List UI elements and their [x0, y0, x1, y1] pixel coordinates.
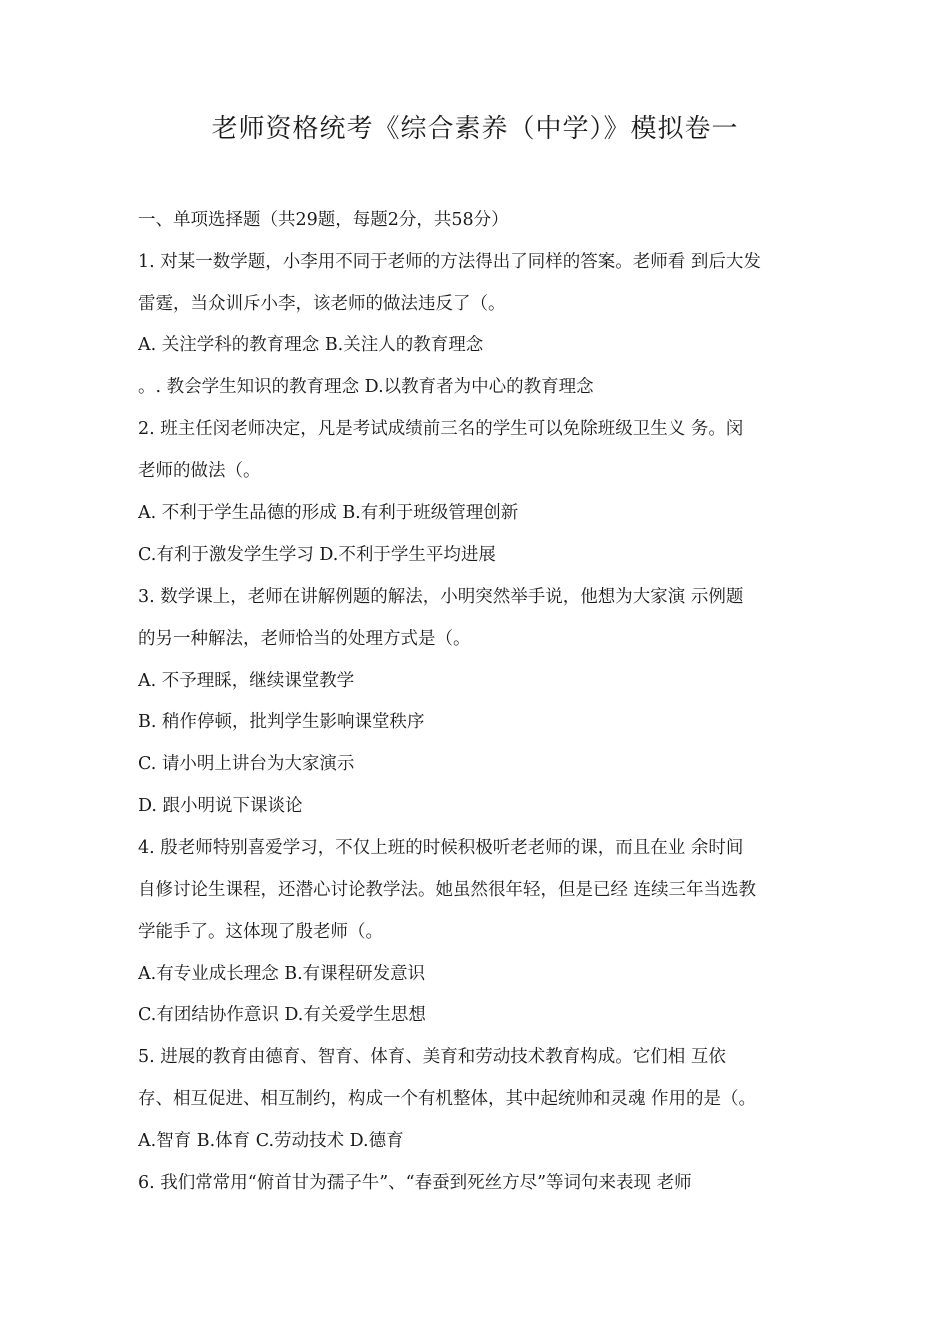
- question-2-options-cd: C.有利于激发学生学习 D.不利于学生平均进展: [138, 545, 496, 565]
- question-3-option-d: D. 跟小明说下课谈论: [138, 796, 303, 816]
- section-heading: 一、单项选择题（共29题，每题2分，共58分）: [138, 210, 509, 230]
- question-5-line-1: 5. 进展的教育由德育、智育、体育、美育和劳动技术教育构成。它们相 互依: [138, 1047, 726, 1067]
- question-4-line-3: 学能手了。这体现了殷老师（。: [138, 922, 383, 942]
- question-3-line-1: 3. 数学课上，老师在讲解例题的解法，小明突然举手说，他想为大家演 示例题: [138, 587, 744, 607]
- question-3-option-b: B. 稍作停顿，批判学生影响课堂秩序: [138, 712, 425, 732]
- question-4-options-cd: C.有团结协作意识 D.有关爱学生思想: [138, 1005, 426, 1025]
- question-3-option-a: A. 不予理睬，继续课堂教学: [138, 671, 355, 691]
- question-2-line-2: 老师的做法（。: [138, 461, 261, 481]
- question-2-options-ab: A. 不利于学生品德的形成 B.有利于班级管理创新: [138, 503, 519, 523]
- question-4-line-1: 4. 殷老师特别喜爱学习，不仅上班的时候积极听老老师的课，而且在业 余时间: [138, 838, 744, 858]
- question-3-option-c: C. 请小明上讲台为大家演示: [138, 754, 355, 774]
- question-4-line-2: 自修讨论生课程，还潜心讨论教学法。她虽然很年轻，但是已经 连续三年当选教: [138, 880, 757, 900]
- question-5-line-2: 存、相互促进、相互制约，构成一个有机整体，其中起统帅和灵魂 作用的是（。: [138, 1089, 757, 1109]
- question-4-options-ab: A.有专业成长理念 B.有课程研发意识: [138, 964, 426, 984]
- question-6-line-1: 6. 我们常常用“俯首甘为孺子牛”、“春蚕到死丝方尽”等词句来表现 老师: [138, 1173, 692, 1193]
- question-1-options-ab: A. 关注学科的教育理念 B.关注人的教育理念: [138, 335, 484, 355]
- question-1-line-2: 雷霆，当众训斥小李，该老师的做法违反了（。: [138, 294, 506, 314]
- question-1-line-1: 1. 对某一数学题，小李用不同于老师的方法得出了同样的答案。老师看 到后大发: [138, 252, 761, 272]
- question-1-options-cd: 。. 教会学生知识的教育理念 D.以教育者为中心的教育理念: [138, 377, 594, 397]
- question-2-line-1: 2. 班主任闵老师决定，凡是考试成绩前三名的学生可以免除班级卫生义 务。闵: [138, 419, 744, 439]
- question-5-options: A.智育 B.体育 C.劳动技术 D.德育: [138, 1131, 404, 1151]
- document-title: 老师资格统考《综合素养（中学）》模拟卷一: [211, 114, 739, 144]
- question-3-line-2: 的另一种解法，老师恰当的处理方式是（。: [138, 629, 471, 649]
